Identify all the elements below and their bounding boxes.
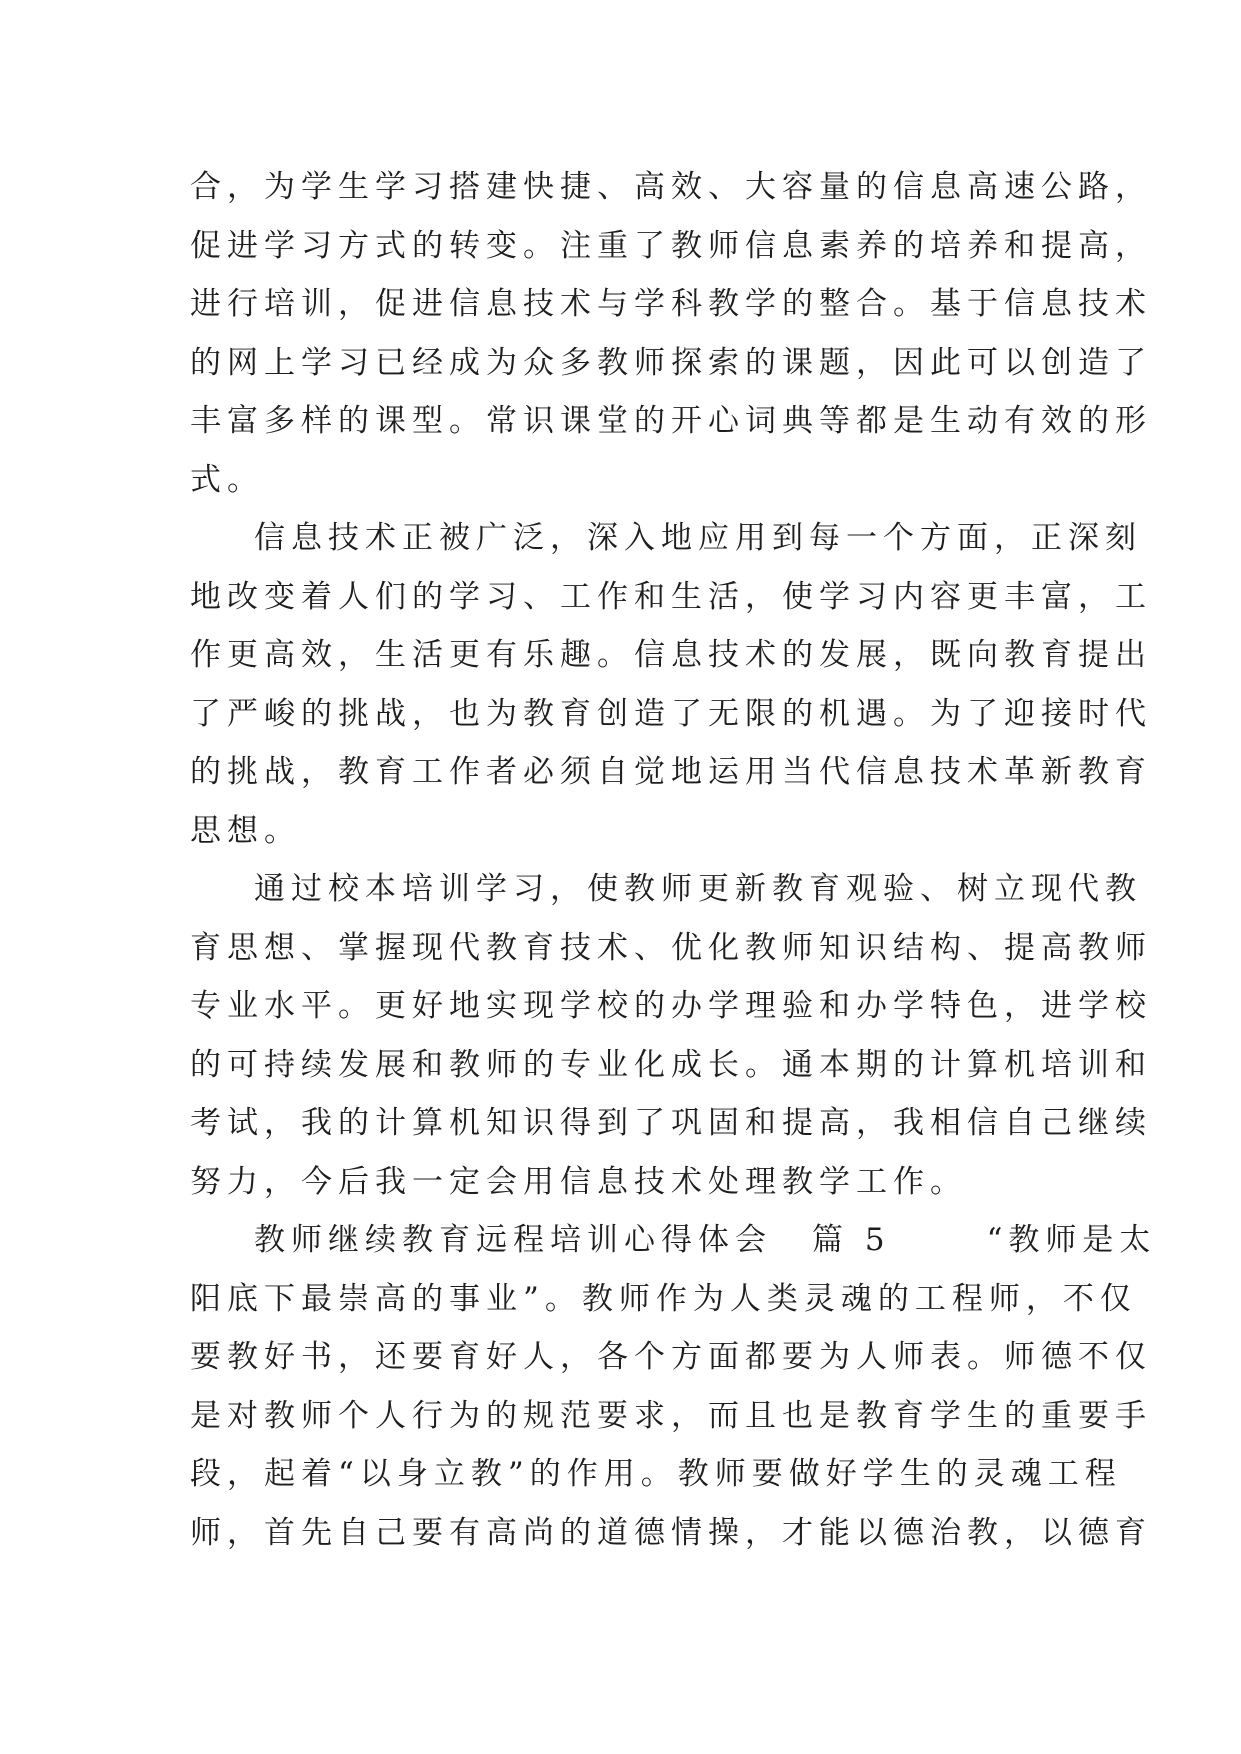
text-line: 的网上学习已经成为众多教师探索的课题，因此可以创造了	[190, 344, 1152, 381]
section-title: 教师继续教育远程培训心得体会	[254, 1222, 772, 1258]
text-line: 合，为学生学习搭建快捷、高效、大容量的信息高速公路，	[190, 169, 1152, 205]
text-line: 信息技术正被广泛，深入地应用到每一个方面，正深刻	[254, 520, 1142, 556]
text-line: 丰富多样的课型。常识课堂的开心词典等都是生动有效的形	[190, 403, 1152, 439]
text-line: 育思想、掌握现代教育技术、优化教师知识结构、提高教师	[190, 929, 1152, 966]
text-line: 专业水平。更好地实现学校的办学理验和办学特色，进学校	[190, 988, 1152, 1024]
text-line: 的可持续发展和教师的专业化成长。通本期的计算机培训和	[190, 1046, 1152, 1083]
text-line: 师，首先自己要有高尚的道德情操，才能以德治教，以德育	[190, 1514, 1152, 1551]
text-line: 式。	[190, 461, 264, 498]
text-line: 考试，我的计算机知识得到了巩固和提高，我相信自己继续	[190, 1105, 1152, 1141]
text-line: 阳底下最崇高的事业”。教师作为人类灵魂的工程师，不仅	[190, 1280, 1137, 1317]
text-line: 作更高效，生活更有乐趣。信息技术的发展，既向教育提出	[190, 637, 1152, 673]
text-line: 段，起着“以身立教”的作用。教师要做好学生的灵魂工程	[190, 1456, 1122, 1492]
paragraph-3	[190, 860, 1152, 1211]
paragraph-2	[190, 509, 1152, 860]
document-body	[190, 158, 1157, 1562]
text-line: 通过校本培训学习，使教师更新教育观验、树立现代教	[254, 871, 1142, 907]
text-line: 了严峻的挑战，也为教育创造了无限的机遇。为了迎接时代	[190, 695, 1152, 732]
text-line: 要教好书，还要育好人，各个方面都要为人师表。师德不仅	[190, 1339, 1152, 1375]
paragraph-4	[190, 1211, 1157, 1562]
text-line: 进行培训，促进信息技术与学科教学的整合。基于信息技术	[190, 286, 1152, 322]
paragraph-1	[190, 158, 1152, 509]
text-line: 是对教师个人行为的规范要求，而且也是教育学生的重要手	[190, 1397, 1152, 1434]
text-line: 思想。	[190, 812, 301, 849]
section-heading-line	[190, 1211, 1157, 1270]
text-line: 促进学习方式的转变。注重了教师信息素养的培养和提高，	[190, 227, 1152, 264]
section-part-label: 篇 5	[812, 1222, 891, 1258]
text-line: 地改变着人们的学习、工作和生活，使学习内容更丰富，工	[190, 578, 1152, 615]
text-line: 的挑战，教育工作者必须自觉地运用当代信息技术革新教育	[190, 754, 1152, 790]
section-quote-start: “教师是太	[986, 1222, 1157, 1258]
text-line: 努力，今后我一定会用信息技术处理教学工作。	[190, 1163, 967, 1200]
